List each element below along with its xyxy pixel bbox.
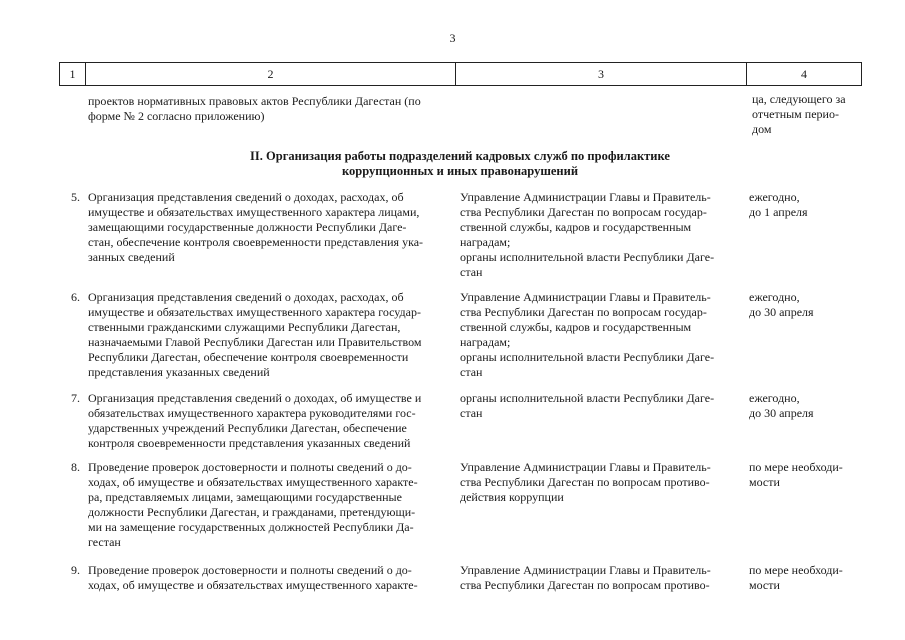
text-line: до 1 апреля bbox=[749, 205, 808, 219]
row-number: 6. bbox=[71, 290, 80, 304]
text-line: стан bbox=[460, 406, 483, 420]
text-line: Проведение проверок достоверности и полноты сведений о до- bbox=[88, 460, 412, 474]
row-activity bbox=[88, 460, 454, 550]
header-col-2: 2 bbox=[86, 63, 456, 85]
text-line: имуществе и обязательствах имущественного характера государ- bbox=[88, 305, 421, 319]
text-line: по мере необходи- bbox=[749, 460, 843, 474]
continuation-deadline bbox=[752, 92, 862, 137]
row-responsible bbox=[460, 190, 745, 280]
row-deadline bbox=[749, 190, 861, 220]
text-line: до 30 апреля bbox=[749, 305, 814, 319]
text-line: Республики Дагестан, обеспечение контроля своевременности bbox=[88, 350, 409, 364]
text-line: Управление Администрации Главы и Правитель- bbox=[460, 190, 711, 204]
row-deadline bbox=[749, 391, 861, 421]
text-line: занных сведений bbox=[88, 250, 175, 264]
text-line: ежегодно, bbox=[749, 190, 800, 204]
text-line: стан, обеспечение контроля своевременности представления ука- bbox=[88, 235, 424, 249]
text-line: Управление Администрации Главы и Правитель- bbox=[460, 460, 711, 474]
row-responsible bbox=[460, 460, 745, 505]
row-number: 7. bbox=[71, 391, 80, 405]
text-line: действия коррупции bbox=[460, 490, 564, 504]
text-line: Организация представления сведений о доходах, расходах, об bbox=[88, 190, 404, 204]
text-line: наградам; bbox=[460, 335, 511, 349]
text-line: по мере необходи- bbox=[749, 563, 843, 577]
text-line: должности Республики Дагестан, и гражданами, претендующи- bbox=[88, 505, 416, 519]
text-line: ственной службы, кадров и государственным bbox=[460, 220, 692, 234]
header-col-1: 1 bbox=[60, 63, 86, 85]
text-line: ца, следующего за bbox=[752, 92, 846, 106]
text-line: органы исполнительной власти Республики Даге- bbox=[460, 350, 715, 364]
text-line: стан bbox=[460, 365, 483, 379]
row-number: 5. bbox=[71, 190, 80, 204]
text-line: ра, представляемых лицами, замещающими государственные bbox=[88, 490, 402, 504]
text-line: ми на замещение государственных должностей Республики Да- bbox=[88, 520, 414, 534]
text-line: ходах, об имуществе и обязательствах имущественного характе- bbox=[88, 578, 418, 592]
text-line: дом bbox=[752, 122, 772, 136]
row-activity bbox=[88, 290, 454, 380]
text-line: проектов нормативных правовых актов Республики Дагестан (по bbox=[88, 94, 421, 108]
text-line: Управление Администрации Главы и Правитель- bbox=[460, 563, 711, 577]
row-activity bbox=[88, 391, 454, 451]
row-deadline bbox=[749, 460, 861, 490]
section-heading bbox=[200, 149, 720, 179]
text-line: обязательствах имущественного характера руководителями гос- bbox=[88, 406, 416, 420]
text-line: Управление Администрации Главы и Правитель- bbox=[460, 290, 711, 304]
table-header bbox=[59, 62, 862, 86]
row-responsible bbox=[460, 391, 745, 421]
text-line: мости bbox=[749, 578, 780, 592]
heading-line: II. Организация работы подразделений кадровых служб по профилактике bbox=[250, 149, 670, 163]
text-line: назначаемыми Главой Республики Дагестан или Правительством bbox=[88, 335, 422, 349]
row-number: 8. bbox=[71, 460, 80, 474]
text-line: представления указанных сведений bbox=[88, 365, 270, 379]
text-line: ства Республики Дагестан по вопросам противо- bbox=[460, 578, 710, 592]
row-responsible bbox=[460, 290, 745, 380]
text-line: до 30 апреля bbox=[749, 406, 814, 420]
continuation-text bbox=[88, 94, 458, 124]
text-line: Организация представления сведений о доходах, об имуществе и bbox=[88, 391, 422, 405]
text-line: имуществе и обязательствах имущественного характера лицами, bbox=[88, 205, 420, 219]
text-line: ежегодно, bbox=[749, 391, 800, 405]
text-line: гестан bbox=[88, 535, 121, 549]
text-line: органы исполнительной власти Республики Даге- bbox=[460, 250, 715, 264]
row-activity bbox=[88, 190, 454, 265]
text-line: ства Республики Дагестан по вопросам противо- bbox=[460, 475, 710, 489]
text-line: Проведение проверок достоверности и полноты сведений о до- bbox=[88, 563, 412, 577]
text-line: ежегодно, bbox=[749, 290, 800, 304]
text-line: наградам; bbox=[460, 235, 511, 249]
text-line: замещающими государственные должности Республики Даге- bbox=[88, 220, 407, 234]
row-activity bbox=[88, 563, 454, 593]
text-line: ства Республики Дагестан по вопросам государ- bbox=[460, 205, 707, 219]
row-deadline bbox=[749, 290, 861, 320]
text-line: ударственных учреждений Республики Дагестан, обеспечение bbox=[88, 421, 407, 435]
row-number: 9. bbox=[71, 563, 80, 577]
header-col-3: 3 bbox=[456, 63, 747, 85]
text-line: отчетным перио- bbox=[752, 107, 839, 121]
row-deadline bbox=[749, 563, 861, 593]
text-line: органы исполнительной власти Республики Даге- bbox=[460, 391, 715, 405]
text-line: ходах, об имуществе и обязательствах имущественного характе- bbox=[88, 475, 418, 489]
text-line: ственной службы, кадров и государственным bbox=[460, 320, 692, 334]
heading-line: коррупционных и иных правонарушений bbox=[341, 164, 579, 178]
header-col-4: 4 bbox=[801, 66, 807, 81]
text-line: Организация представления сведений о доходах, расходах, об bbox=[88, 290, 404, 304]
text-line: ства Республики Дагестан по вопросам государ- bbox=[460, 305, 707, 319]
text-line: ственными гражданскими служащими Республики Дагестан, bbox=[88, 320, 401, 334]
text-line: стан bbox=[460, 265, 483, 279]
row-responsible bbox=[460, 563, 745, 593]
page-number: 3 bbox=[449, 31, 456, 45]
text-line: контроля своевременности представления указанных сведений bbox=[88, 436, 411, 450]
text-line: мости bbox=[749, 475, 780, 489]
text-line: форме № 2 согласно приложению) bbox=[88, 109, 265, 123]
